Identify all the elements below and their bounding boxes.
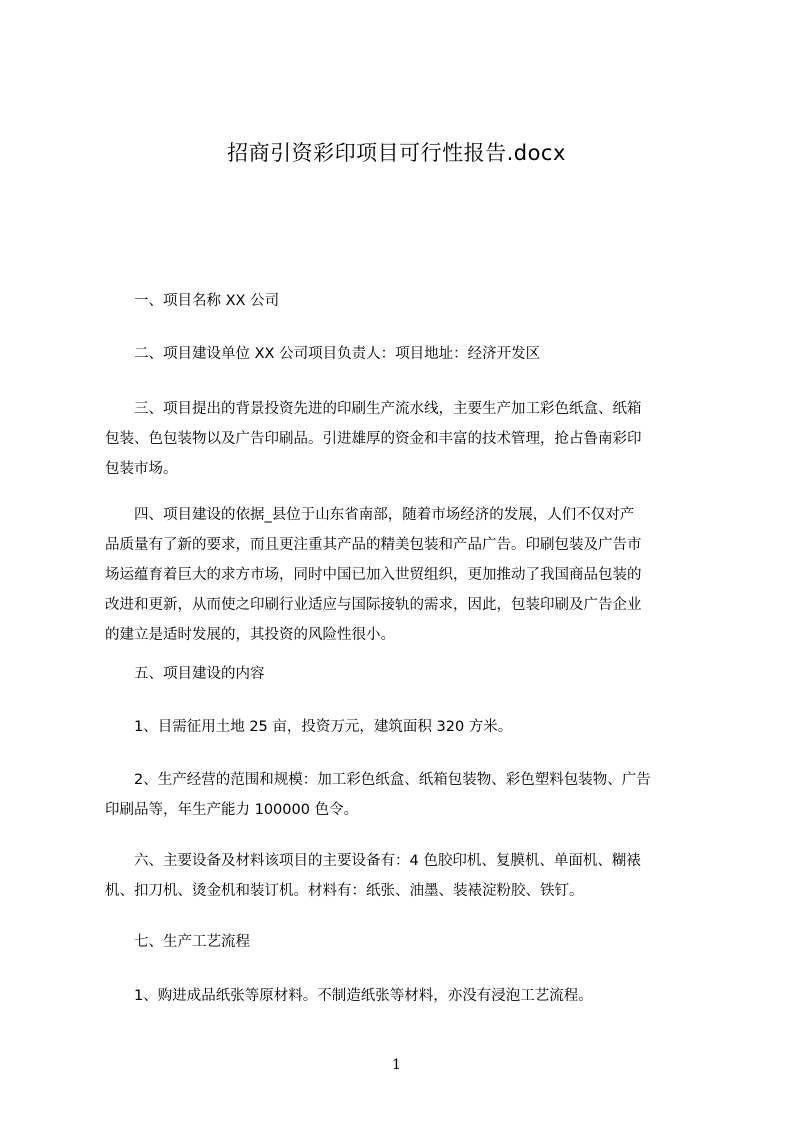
paragraph-line: 机、扣刀机、烫金机和装订机。材料有：纸张、油墨、装裱淀粉胶、铁钉。 xyxy=(105,883,584,899)
paragraph-equipment xyxy=(105,846,703,906)
paragraph-construction-unit xyxy=(105,339,703,369)
paragraph-line: 一、项目名称 XX 公司 xyxy=(105,293,280,309)
heading-construction-content xyxy=(105,659,703,689)
paragraph-line: 场运蕴育着巨大的求方市场，同时中国已加入世贸组织，更加推动了我国商品包装的 xyxy=(105,567,642,583)
paragraph-line: 1、目需征用土地 25 亩，投资万元，建筑面积 320 方米。 xyxy=(105,719,513,735)
paragraph-line: 2、生产经营的范围和规模：加工彩色纸盒、纸箱包装物、彩色塑料包装物、广告 xyxy=(105,772,651,788)
paragraph-raw-materials xyxy=(105,981,703,1011)
heading-production-process xyxy=(105,927,703,957)
paragraph-line: 六、主要设备及材料该项目的主要设备有：4 色胶印机、复膜机、单面机、糊裱 xyxy=(105,853,641,869)
paragraph-line: 改进和更新，从而使之印刷行业适应与国际接轨的需求，因此，包装印刷及广告企业 xyxy=(105,597,642,613)
paragraph-line: 品质量有了新的要求，而且更注重其产品的精美包装和产品广告。印刷包装及广告市 xyxy=(105,537,642,553)
paragraph-line: 的建立是适时发展的，其投资的风险性很小。 xyxy=(105,627,395,643)
document-title: 招商引资彩印项目可行性报告.docx xyxy=(227,141,566,165)
paragraph-land-use xyxy=(105,712,703,742)
paragraph-line: 1、购进成品纸张等原材料。不制造纸张等材料，亦没有浸泡工艺流程。 xyxy=(105,988,593,1004)
paragraph-line: 四、项目建设的依据_县位于山东省南部，随着市场经济的发展，人们不仅对产 xyxy=(105,507,635,523)
paragraph-line: 二、项目建设单位 XX 公司项目负责人：项目地址：经济开发区 xyxy=(105,346,541,362)
page-number: 1 xyxy=(392,1057,401,1073)
paragraph-background xyxy=(105,394,703,484)
paragraph-project-name xyxy=(105,286,703,316)
paragraph-line: 印刷品等，年生产能力 100000 色令。 xyxy=(105,802,359,818)
paragraph-line: 三、项目提出的背景投资先进的印刷生产流水线，主要生产加工彩色纸盒、纸箱 xyxy=(105,401,642,417)
paragraph-line: 五、项目建设的内容 xyxy=(105,666,265,682)
paragraph-line: 七、生产工艺流程 xyxy=(105,934,250,950)
paragraph-line: 包装市场。 xyxy=(105,461,178,477)
paragraph-business-scope xyxy=(105,765,703,825)
paragraph-basis xyxy=(105,500,703,650)
paragraph-line: 包装、色包装物以及广告印刷品。引进雄厚的资金和丰富的技术管理，抢占鲁南彩印 xyxy=(105,431,642,447)
